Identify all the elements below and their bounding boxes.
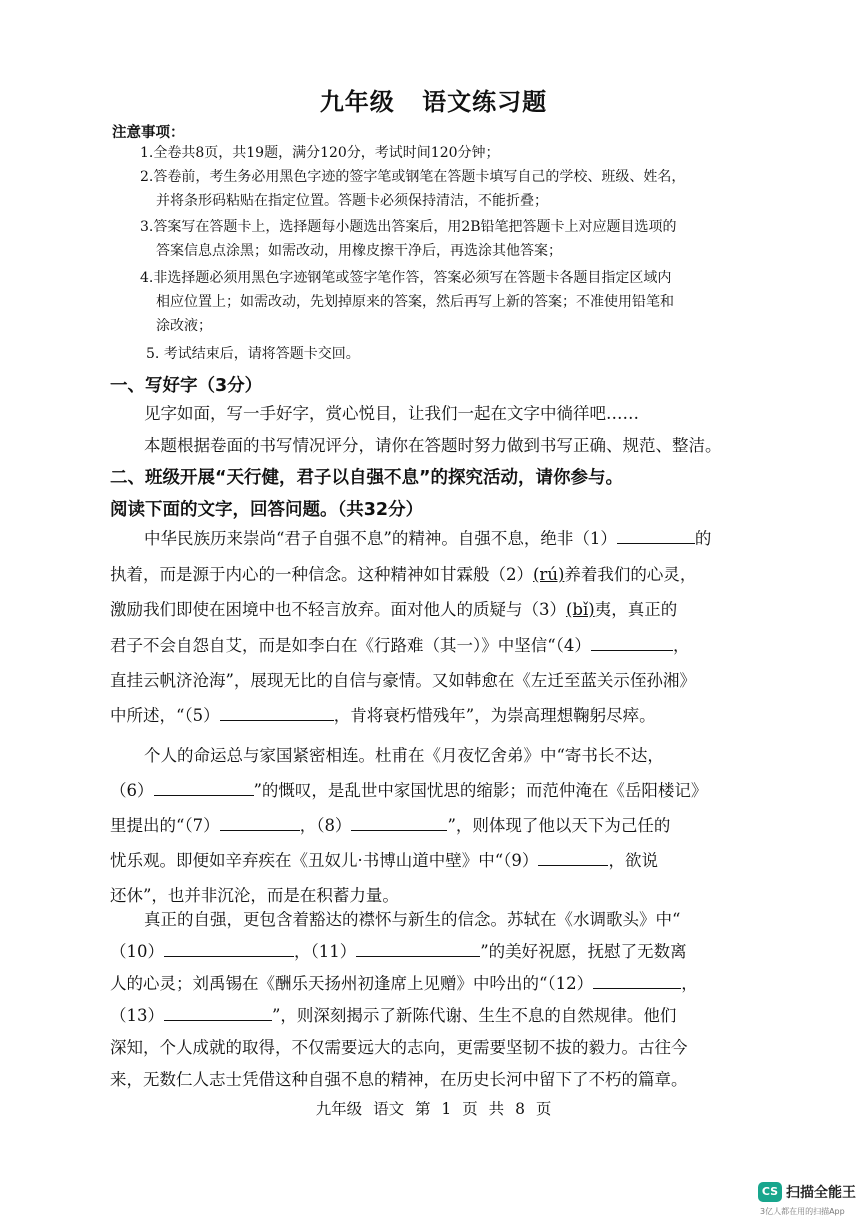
passage-line [110,808,750,843]
note-line: 答案信息点涂黑；如需改动，用橡皮擦干净后，再选涂其他答案； [156,243,562,259]
note-line: 2.答卷前，考生务必用黑色字迹的签字笔或钢笔在答题卡填写自己的学校、班级、姓名， [140,169,686,185]
camscanner-logo-icon: CS [758,1182,782,1202]
passage-line: 深知，个人成就的取得，不仅需要远大的志向，更需要坚韧不拔的毅力。古往今 [110,1038,688,1057]
note-line: 1.全卷共8页，共19题，满分120分，考试时间120分钟； [140,145,500,161]
note-line: 3.答案写在答题卡上，选择题每小题选出答案后，用2B铅笔把答题卡上对应题目选项的 [140,219,677,235]
answer-blank-11 [356,940,480,957]
watermark-tagline: 3亿人都在用的扫描App [760,1207,845,1216]
passage-line [110,592,750,627]
passage-line [110,934,750,969]
text: （10） [110,942,164,961]
scanner-watermark [758,1181,863,1225]
note-item-3 [140,215,755,263]
passage-line [110,773,750,808]
text: 激励我们即使在困境中也不轻言放弃。面对他人的质疑与（3） [110,600,566,619]
note-item-5 [146,342,761,366]
passage-line [110,843,750,878]
answer-blank-6 [154,779,254,796]
answer-blank-4 [591,634,673,651]
text: （13） [110,1006,164,1025]
text: 中华民族历来崇尚“君子自强不息”的精神。自强不息，绝非（1） [144,529,617,548]
note-line: 4.非选择题必须用黑色字迹钢笔或签字笔作答，答案必须写在答题卡各题目指定区域内 [140,270,672,286]
text: 人的心灵；刘禹锡在《酬乐天扬州初逢席上见赠》中吟出的“（12） [110,974,594,993]
note-item-1 [140,141,755,165]
text: ，（8） [299,816,352,835]
text: （6） [110,781,154,800]
section1-heading: 一、写好字（3分） [110,376,263,396]
answer-blank-9 [538,849,608,866]
text: ”，则深刻揭示了新陈代谢、生生不息的自然规律。他们 [272,1006,677,1025]
note-line: 并将条形码粘贴在指定位置。答题卡必须保持清洁，不能折叠； [156,193,548,209]
note-line: 相应位置上；如需改动，先划掉原来的答案，然后再写上新的答案；不准使用铅笔和 [156,294,674,310]
notes-heading: 注意事项： [112,124,185,141]
passage-line: 来，无数仁人志士凭借这种自强不息的精神，在历史长河中留下了不朽的篇章。 [110,1070,688,1089]
note-item-4 [140,266,755,338]
page-title: 九年级 语文练习题 [319,88,548,116]
text: ，欲说 [608,851,658,870]
note-line: 涂改液； [156,318,212,334]
section2-heading: 二、班级开展“天行健，君子以自强不息”的探究活动，请你参与。 [110,468,624,488]
passage-line [110,628,750,663]
watermark-name: 扫描全能王 [786,1185,856,1201]
text: 忧乐观。即便如辛弃疾在《丑奴儿·书博山道中壁》中“（9） [110,851,539,870]
passage-line [110,698,750,733]
text: ”，则体现了他以天下为己任的 [447,816,671,835]
note-line: 5. 考试结束后，请将答题卡交回。 [146,346,360,362]
text: ”的慨叹，是乱世中家国忧思的缩影；而范仲淹在《岳阳楼记》 [253,781,708,800]
answer-blank-1 [617,527,695,544]
text: 的 [694,529,712,548]
text: 中所述，“（5） [110,706,220,725]
section2-subheading: 阅读下面的文字，回答问题。（共32分） [110,500,424,520]
text: ， [681,974,698,993]
text: ， [672,636,690,655]
text: 里提出的“（7） [110,816,220,835]
passage-line [110,521,784,556]
pinyin-blank-2: (rú) [533,565,565,584]
answer-blank-5 [220,704,334,721]
text: 君子不会自怨自艾，而是如李白在《行路难（其一）》中坚信“（4） [110,636,591,655]
passage-line [110,998,750,1033]
section1-line: 本题根据卷面的书写情况评分，请你在答题时努力做到书写正确、规范、整洁。 [144,436,722,455]
text: 夷，真正的 [594,600,678,619]
page-footer: 九年级 语文 第 1 页 共 8 页 [315,1100,552,1118]
passage-line: 还休”，也并非沉沦，而是在积蓄力量。 [110,886,399,905]
passage-line: 直挂云帆济沧海”，展现无比的自信与豪情。又如韩愈在《左迁至蓝关示侄孙湘》 [110,671,696,690]
answer-blank-13 [164,1004,272,1021]
note-item-2 [140,165,755,213]
answer-blank-10 [164,940,294,957]
text: ，肯将衰朽惜残年”，为崇高理想鞠躬尽瘁。 [333,706,656,725]
section1-line: 见字如面，写一手好字，赏心悦目，让我们一起在文字中徜徉吧…… [144,404,639,423]
text: ，（11） [294,942,357,961]
text: 执着，而是源于内心的一种信念。这种精神如甘霖般（2） [110,565,533,584]
answer-blank-7 [220,814,300,831]
pinyin-blank-3: (bǐ) [566,600,595,619]
text: 养着我们的心灵， [564,565,697,584]
answer-blank-8 [351,814,447,831]
passage-line [110,966,750,1001]
passage-line: 真正的自强，更包含着豁达的襟怀与新生的信念。苏轼在《水调歌头》中“ [144,910,681,929]
text: ”的美好祝愿，抚慰了无数离 [480,942,687,961]
passage-line: 个人的命运总与家国紧密相连。杜甫在《月夜忆舍弟》中“寄书长不达， [144,746,664,765]
answer-blank-12 [593,972,681,989]
passage-line [110,557,750,592]
